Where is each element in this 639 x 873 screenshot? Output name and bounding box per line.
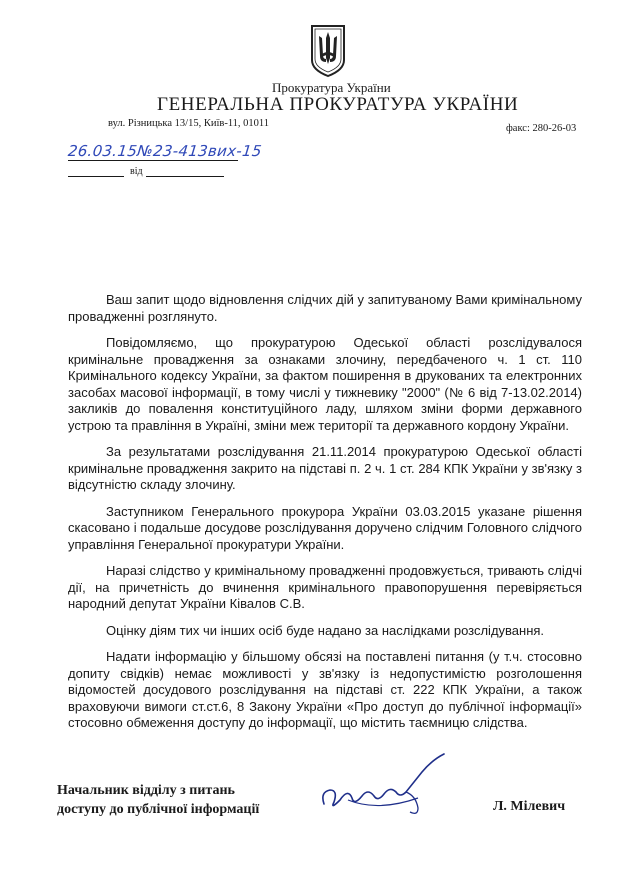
org-name-heading: ГЕНЕРАЛЬНА ПРОКУРАТУРА УКРАЇНИ — [157, 94, 519, 115]
registration-underline — [68, 160, 238, 161]
reference-date-line — [146, 176, 224, 177]
org-address: вул. Різницька 13/15, Київ-11, 01011 — [108, 118, 270, 129]
org-fax: факс: 280-26-03 — [506, 123, 577, 134]
trident-coat-of-arms-icon — [308, 24, 348, 78]
body-paragraph-4: Заступником Генерального прокурора України 03.03.2015 указане рішення скасовано і подальше досудове розслідування доручено слідчим Головного слідчого управління Генеральної прокуратури України. — [68, 503, 582, 552]
reference-number-line — [68, 176, 124, 177]
signatory-title-line-1: Начальник відділу з питань — [57, 783, 235, 798]
letter-body — [68, 292, 582, 742]
signatory-title-line-2: доступу до публічної інформації — [57, 802, 260, 817]
from-label: від — [130, 166, 143, 177]
body-paragraph-5: Наразі слідство у кримінальному провадженні продовжується, тривають слідчі дії, на причетність до вчинення кримінального правопорушення перевіряється народний депутат України Ківалов С.В. — [68, 563, 582, 611]
org-name-small: Прокуратура України — [272, 80, 391, 95]
body-paragraph-3: За результатами розслідування 21.11.2014 прокуратурою Одеської області кримінальне провадження закрито на підставі п. 2 ч. 1 ст. 284 КПК України у зв'язку з відсутністю складу злочину. — [68, 444, 582, 492]
signatory-name: Л. Мілевич — [493, 799, 566, 814]
body-paragraph-6: Оцінку діям тих чи інших осіб буде надано за наслідками розслідування. — [106, 622, 545, 638]
signatory-title — [57, 781, 259, 819]
body-paragraph-1: Ваш запит щодо відновлення слідчих дій у запитуваному Вами кримінальному провадженні розглянуто. — [68, 292, 582, 324]
handwritten-signature — [318, 752, 458, 822]
registration-number: 26.03.15№23-413вих-15 — [67, 142, 263, 160]
body-paragraph-2: Повідомляємо, що прокуратурою Одеської області розслідувалося кримінальне провадження за ознаками злочину, передбаченого ч. 1 ст. 110 Кримінального кодексу України, за фактом поширення в друкованих та електронних засобах масової інформації, в тому числі у тижневику "2000" (№ 6 від 7-13.02.2014) закликів до повалення конституційного ладу, шляхом зміни форми державного устрою та правління в Україні, зміни меж території та державного кордону України. — [68, 335, 582, 433]
body-paragraph-7: Надати інформацію у більшому обсязі на поставлені питання (у т.ч. стосовно допиту свідків) немає можливості у зв'язку із недопустимістю розголошення відомостей досудового розслідування на підставі ст. 222 КПК України, а також враховуючи вимоги ст.ст.6, 8 Закону України «Про доступ до публічної інформації» стосовно обмеження доступу до інформації, що містить таємницю слідства. — [68, 649, 582, 730]
